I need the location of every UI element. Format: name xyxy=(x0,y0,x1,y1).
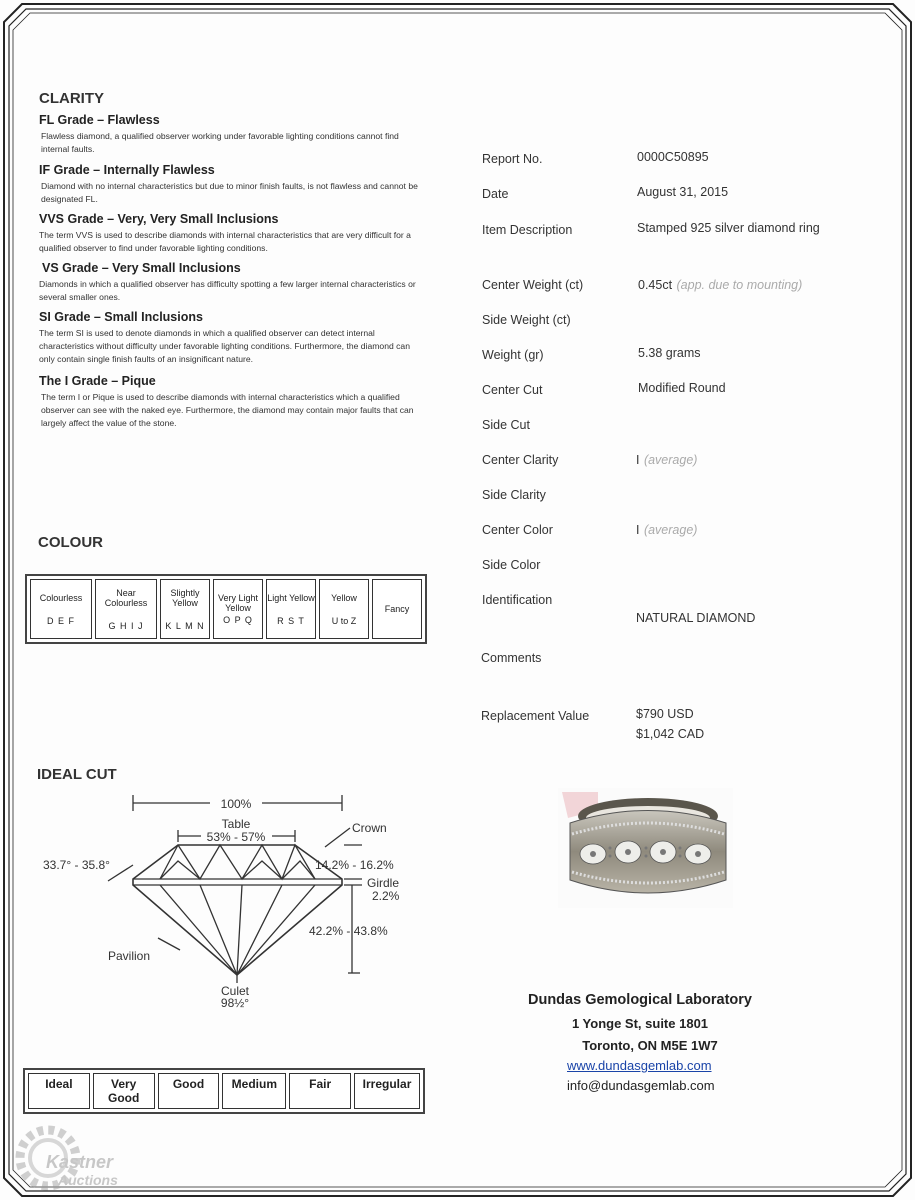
report-label: Weight (gr) xyxy=(482,348,544,362)
report-value: NATURAL DIAMOND xyxy=(636,611,756,625)
colour-label: Slightly Yellow xyxy=(170,587,200,608)
report-row-date xyxy=(482,185,729,203)
colour-cell-near-colourless xyxy=(95,579,157,639)
report-row-identification xyxy=(482,591,862,625)
colour-grades: G H I J xyxy=(108,620,144,631)
report-row-replacement-value xyxy=(481,707,861,741)
grade-title: The I Grade – Pique xyxy=(39,374,156,388)
report-label: Side Clarity xyxy=(482,488,546,502)
report-label: Identification xyxy=(482,593,553,607)
colour-cell-colourless xyxy=(30,579,92,639)
clarity-grade-i xyxy=(39,374,426,430)
colour-scale-table xyxy=(25,574,427,644)
report-note: (average) xyxy=(643,453,698,467)
report-row-report-no xyxy=(482,150,709,168)
grade-description: Flawless diamond, a qualified observer working under favorable lighting conditions cannot find internal faults. xyxy=(41,131,399,154)
grade-title: VS Grade – Very Small Inclusions xyxy=(42,261,241,275)
report-row-center-clarity xyxy=(482,451,862,469)
report-value: Stamped 925 silver diamond ring xyxy=(637,221,820,235)
diagram-table-range: 53% - 57% xyxy=(206,830,266,844)
report-row-comments xyxy=(481,649,541,667)
report-value: 0000C50895 xyxy=(637,150,709,164)
diagram-table-label: Table xyxy=(221,817,251,831)
diagram-girdle-pct: 2.2% xyxy=(372,889,400,903)
cut-grade-medium: Medium xyxy=(222,1073,286,1109)
report-row-center-weight xyxy=(482,276,862,294)
colour-label: Near Colourless xyxy=(104,587,148,608)
report-label: Side Weight (ct) xyxy=(482,313,571,327)
diagram-width-label: 100% xyxy=(220,797,252,811)
colour-label: Fancy xyxy=(384,604,410,614)
ideal-cut-heading: IDEAL CUT xyxy=(37,766,117,783)
watermark-line1: Kastner xyxy=(46,1152,114,1172)
report-row-center-cut xyxy=(482,381,862,399)
diagram-girdle-label: Girdle xyxy=(367,876,400,890)
report-row-side-weight xyxy=(482,311,571,329)
colour-label: Light Yellow xyxy=(267,592,315,603)
diagram-pavilion-depth: 42.2% - 43.8% xyxy=(309,924,388,938)
report-row-side-color xyxy=(482,556,540,574)
lab-name: Dundas Gemological Laboratory xyxy=(528,992,752,1008)
colour-grades: D E F xyxy=(46,615,75,626)
cut-grade-ideal: Ideal xyxy=(28,1073,90,1109)
grade-description: The term VVS is used to describe diamonds with internal characteristics that are very difficult for a qualified observer to find under favorable lighting conditions. xyxy=(39,230,411,253)
report-label: Side Cut xyxy=(482,418,530,432)
diamond-cut-diagram xyxy=(30,785,430,1015)
colour-cell-light-yellow xyxy=(266,579,316,639)
grade-title: FL Grade – Flawless xyxy=(39,113,160,127)
report-row-side-clarity xyxy=(482,486,546,504)
colour-label: Yellow xyxy=(331,592,357,603)
report-label: Replacement Value xyxy=(481,709,590,723)
report-value: August 31, 2015 xyxy=(637,185,729,199)
report-note: (app. due to mounting) xyxy=(676,278,803,292)
clarity-grade-vvs xyxy=(39,212,426,261)
report-label: Report No. xyxy=(482,152,543,166)
report-label: Center Weight (ct) xyxy=(482,278,584,292)
cut-grade-fair: Fair xyxy=(289,1073,351,1109)
grade-description: Diamond with no internal characteristics but due to minor finish faults, is not flawless and cannot be designated FL. xyxy=(41,181,418,204)
colour-cell-very-light-yellow xyxy=(213,579,263,639)
lab-website-link[interactable]: www.dundasgemlab.com xyxy=(567,1058,712,1073)
report-label: Center Color xyxy=(482,523,553,537)
report-value: 0.45ct xyxy=(638,278,673,292)
colour-cell-yellow xyxy=(319,579,369,639)
diagram-pavilion-label: Pavilion xyxy=(108,949,151,963)
report-value: I xyxy=(636,453,640,467)
report-label: Side Color xyxy=(482,558,541,572)
grade-description: Diamonds in which a qualified observer has difficulty spotting a few larger internal characteristics or several smaller ones. xyxy=(39,279,416,302)
report-row-item-description xyxy=(482,221,862,239)
cut-grade-irregular: Irregular xyxy=(354,1073,420,1109)
report-value-usd: $790 USD xyxy=(636,707,694,721)
diagram-culet-angle: 98½° xyxy=(220,996,250,1010)
colour-label: Colourless xyxy=(39,592,83,603)
colour-cell-slightly-yellow xyxy=(160,579,210,639)
lab-address-line1: 1 Yonge St, suite 1801 xyxy=(571,1016,709,1031)
lab-address-line2: Toronto, ON M5E 1W7 xyxy=(582,1038,718,1053)
colour-cell-fancy xyxy=(372,579,422,639)
clarity-grade-fl xyxy=(39,113,426,163)
clarity-heading: CLARITY xyxy=(39,90,104,107)
report-value-cad: $1,042 CAD xyxy=(636,727,705,741)
grade-description: The term I or Pique is used to describe diamonds with internal characteristics which a qualified observer can see with the naked eye. Furthermore, the diamond may contain major faults that can largely affect the value of the stone. xyxy=(41,392,414,428)
report-label: Center Cut xyxy=(482,383,543,397)
diagram-crown-angle: 33.7° - 35.8° xyxy=(43,858,110,872)
report-label: Comments xyxy=(481,651,542,665)
colour-grades: U to Z xyxy=(331,615,357,626)
report-label: Date xyxy=(482,187,509,201)
grade-description: The term SI is used to denote diamonds in which a qualified observer can detect internal characteristics without difficulty under favorable lighting conditions. Furthermore, the diamond can only contain single finish faults of an insignificant nature. xyxy=(39,328,410,364)
report-label: Item Description xyxy=(482,223,573,237)
colour-grades: R S T xyxy=(277,615,305,626)
grade-title: SI Grade – Small Inclusions xyxy=(39,310,203,324)
report-value: Modified Round xyxy=(638,381,726,395)
report-label: Center Clarity xyxy=(482,453,559,467)
colour-grades: O P Q xyxy=(223,615,253,625)
colour-label: Very Light Yellow xyxy=(217,593,259,613)
diagram-crown-label: Crown xyxy=(352,821,387,835)
grade-title: VVS Grade – Very, Very Small Inclusions xyxy=(39,212,279,226)
colour-heading: COLOUR xyxy=(38,534,103,551)
report-value: 5.38 grams xyxy=(638,346,701,360)
auction-watermark xyxy=(8,1118,138,1198)
report-note: (average) xyxy=(643,523,698,537)
lab-email: info@dundasgemlab.com xyxy=(567,1078,715,1093)
grade-title: IF Grade – Internally Flawless xyxy=(39,163,215,177)
clarity-grade-if xyxy=(39,163,426,212)
diagram-culet-label: Culet xyxy=(220,984,250,998)
report-row-side-cut xyxy=(482,416,530,434)
ring-photo xyxy=(558,788,733,908)
clarity-grade-list xyxy=(39,113,426,430)
cut-grade-good: Good xyxy=(158,1073,220,1109)
clarity-grade-vs xyxy=(39,261,426,310)
cut-grade-very-good: Very Good xyxy=(93,1073,155,1109)
report-row-weight xyxy=(482,346,862,364)
watermark-line2: Auctions xyxy=(58,1172,118,1188)
diagram-crown-height: 14.2% - 16.2% xyxy=(315,858,394,872)
clarity-grade-si xyxy=(39,310,426,374)
report-row-center-color xyxy=(482,521,862,539)
report-value: I xyxy=(636,523,640,537)
cut-grade-table xyxy=(23,1068,425,1114)
colour-grades: K L M N xyxy=(165,620,205,631)
